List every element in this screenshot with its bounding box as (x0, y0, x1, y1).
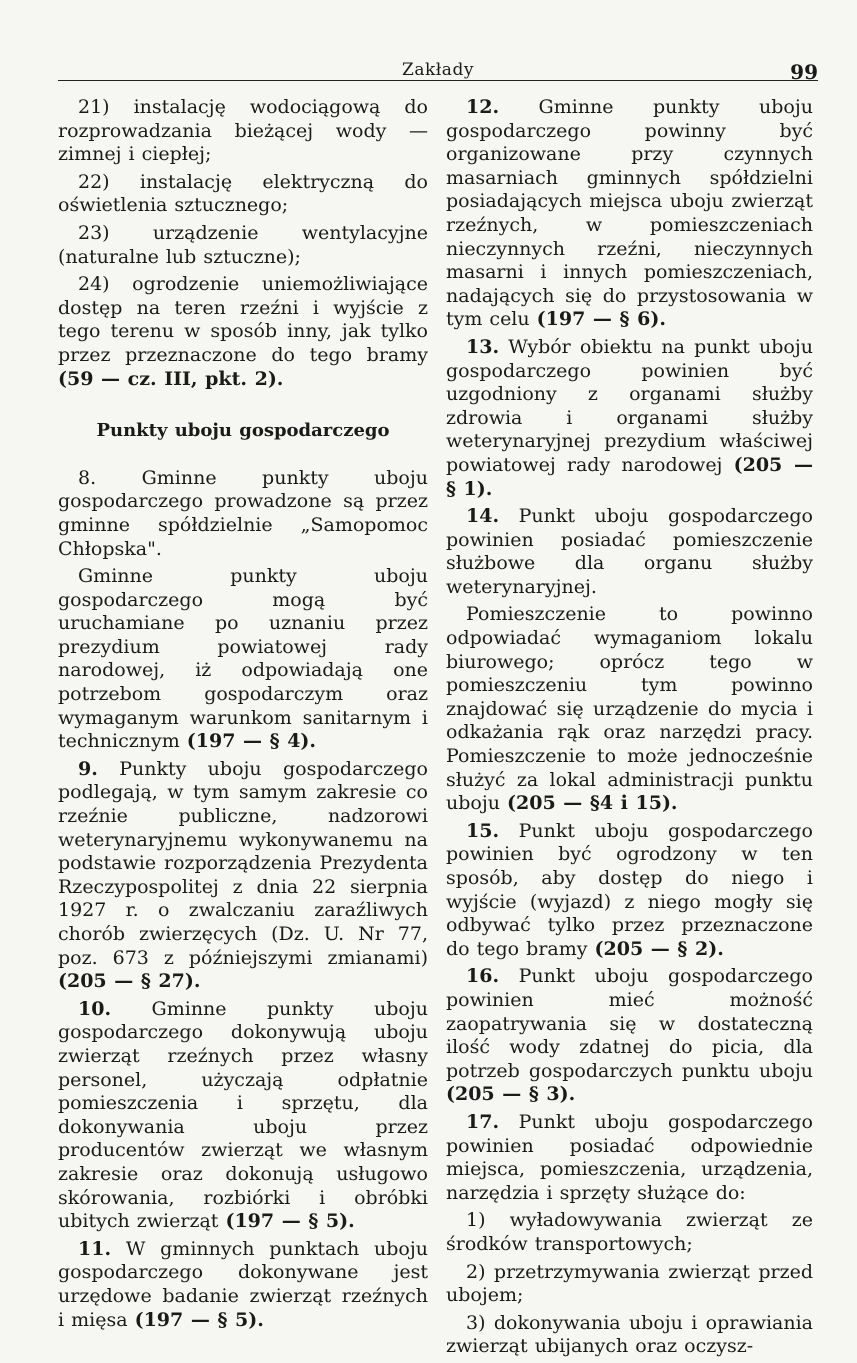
reference: (205 — § 1). (446, 453, 814, 500)
reference: (197 — § 5). (134, 1308, 264, 1331)
paragraph-13: 13. Wybór obiektu na punkt uboju gospodarczego powinien być uzgodniony z organami służby zdrowia i organami służby weterynaryjnej prezydium właściwej powiatowej rady narodowej (205 — § 1). (446, 335, 814, 500)
reference: (197 — § 5). (225, 1210, 355, 1233)
list-item-22: 22) instalację elektryczną do oświetlenia sztucznego; (58, 170, 428, 217)
paragraph-14-cont: Pomieszczenie to powinno odpowiadać wymaganiom lokalu biurowego; oprócz tego w pomieszczeniu tym powinno znajdować się urządzenie do mycia i odkażania rąk oraz narzędzi pracy. Pomieszczenie to może jednocześnie służyć za lokal administracji punktu uboju (205 — §4 i 15). (446, 603, 813, 815)
page-header (58, 52, 818, 82)
paragraph-10: 10. Gminne punkty uboju gospodarczego dokonywują uboju zwierząt rzeźnych przez własny personel, użyczają odpłatnie pomieszczenia i sprzętu, dla dokonywania uboju przez producentów zwierząt we własnym zakresie oraz dokonują usługowo skórowania, rozbiórki i obróbki ubitych zwierząt (197 — § 5). (58, 997, 428, 1233)
reference: (205 — §4 i 15). (507, 792, 678, 815)
paragraph-14: 14. Punkt uboju gospodarczego powinien posiadać pomieszczenie służbowe dla organu służby weterynaryjnej. (446, 505, 813, 598)
left-column (58, 96, 428, 1336)
list-item-23: 23) urządzenie wentylacyjne (naturalne lub sztuczne); (58, 221, 428, 268)
reference: (205 — § 2). (594, 937, 724, 960)
reference: (59 — cz. III, pkt. 2). (58, 367, 284, 390)
paragraph-15: 15. Punkt uboju gospodarczego powinien być ogrodzony w ten sposób, aby dostęp do niego i wyjście (wyjazd) z niego mogły się odbywać tylko przez przeznaczone do tego bramy (205 — § 2). (446, 819, 813, 960)
paragraph-16: 16. Punkt uboju gospodarczego powinien mieć możność zaopatrywania się w dostateczną ilość wody zdatnej do picia, dla potrzeb gospodarczych punktu uboju (205 — § 3). (446, 965, 813, 1106)
paragraph-9: 9. Punkty uboju gospodarczego podlegają, w tym samym zakresie co rzeźnie publiczne, nadzorowi weterynaryjnemu wykonywanemu na podstawie rozporządzenia Prezydenta Rzeczypospolitej z dnia 22 sierpnia 1927 r. o zwalczaniu zaraźliwych chorób zwierzęcych (Dz. U. Nr 77, poz. 673 z późniejszymi zmianami) (205 — § 27). (58, 757, 428, 993)
reference: (205 — § 27). (58, 970, 201, 993)
page-number: 99 (790, 60, 818, 84)
list-item-24: 24) ogrodzenie uniemożliwiające dostęp na teren rzeźni i wyjście z tego terenu w sposób inny, jak tylko przez przeznaczone do tego bramy (59 — cz. III, pkt. 2). (58, 273, 428, 390)
header-rule (58, 80, 818, 81)
reference: (205 — § 3). (446, 1083, 576, 1106)
paragraph-12: 12. Gminne punkty uboju gospodarczego powinny być organizowane przy czynnych masarniach gminnych spółdzielni posiadających miejsca uboju zwierząt rzeźnych, w pomieszczeniach nieczynnych rzeźni, nieczynnych masarni i innych pomieszczeniach, nadających się do przystosowania w tym celu (197 — § 6). (446, 96, 813, 331)
paragraph-17: 17. Punkt uboju gospodarczego powinien posiadać odpowiednie miejsca, pomieszczenia, urządzenia, narzędzia i sprzęty służące do: (446, 1110, 813, 1204)
section-heading: Punkty uboju gospodarczego (96, 420, 390, 442)
reference: (197 — § 6). (536, 308, 666, 331)
list-item-1: 1) wyładowywania zwierząt ze środków transportowych; (446, 1209, 813, 1255)
list-item-3: 3) dokonywania uboju i oprawiania zwierząt ubijanych oraz oczysz- (446, 1311, 813, 1358)
paragraph-8: 8. Gminne punkty uboju gospodarczego prowadzone są przez gminne spółdzielnie „Samopomoc Chłopska". (58, 466, 428, 560)
right-column (446, 96, 813, 1363)
list-item-2: 2) przetrzymywania zwierząt przed ubojem; (446, 1260, 813, 1307)
paragraph-8-cont: Gminne punkty uboju gospodarczego mogą być uruchamiane po uznaniu przez prezydium powiatowej rady narodowej, iż odpowiadają one potrzebom gospodarczym oraz wymaganym warunkom sanitarnym i technicznym (197 — § 4). (58, 565, 428, 753)
paragraph-11: 11. W gminnych punktach uboju gospodarczego dokonywane jest urzędowe badanie zwierząt rzeźnych i mięsa (197 — § 5). (58, 1237, 428, 1331)
running-title: Zakłady (402, 60, 474, 80)
reference: (197 — § 4). (186, 730, 317, 753)
list-item-21: 21) instalację wodociągową do rozprowadzania bieżącej wody — zimnej i ciepłej; (58, 96, 428, 166)
